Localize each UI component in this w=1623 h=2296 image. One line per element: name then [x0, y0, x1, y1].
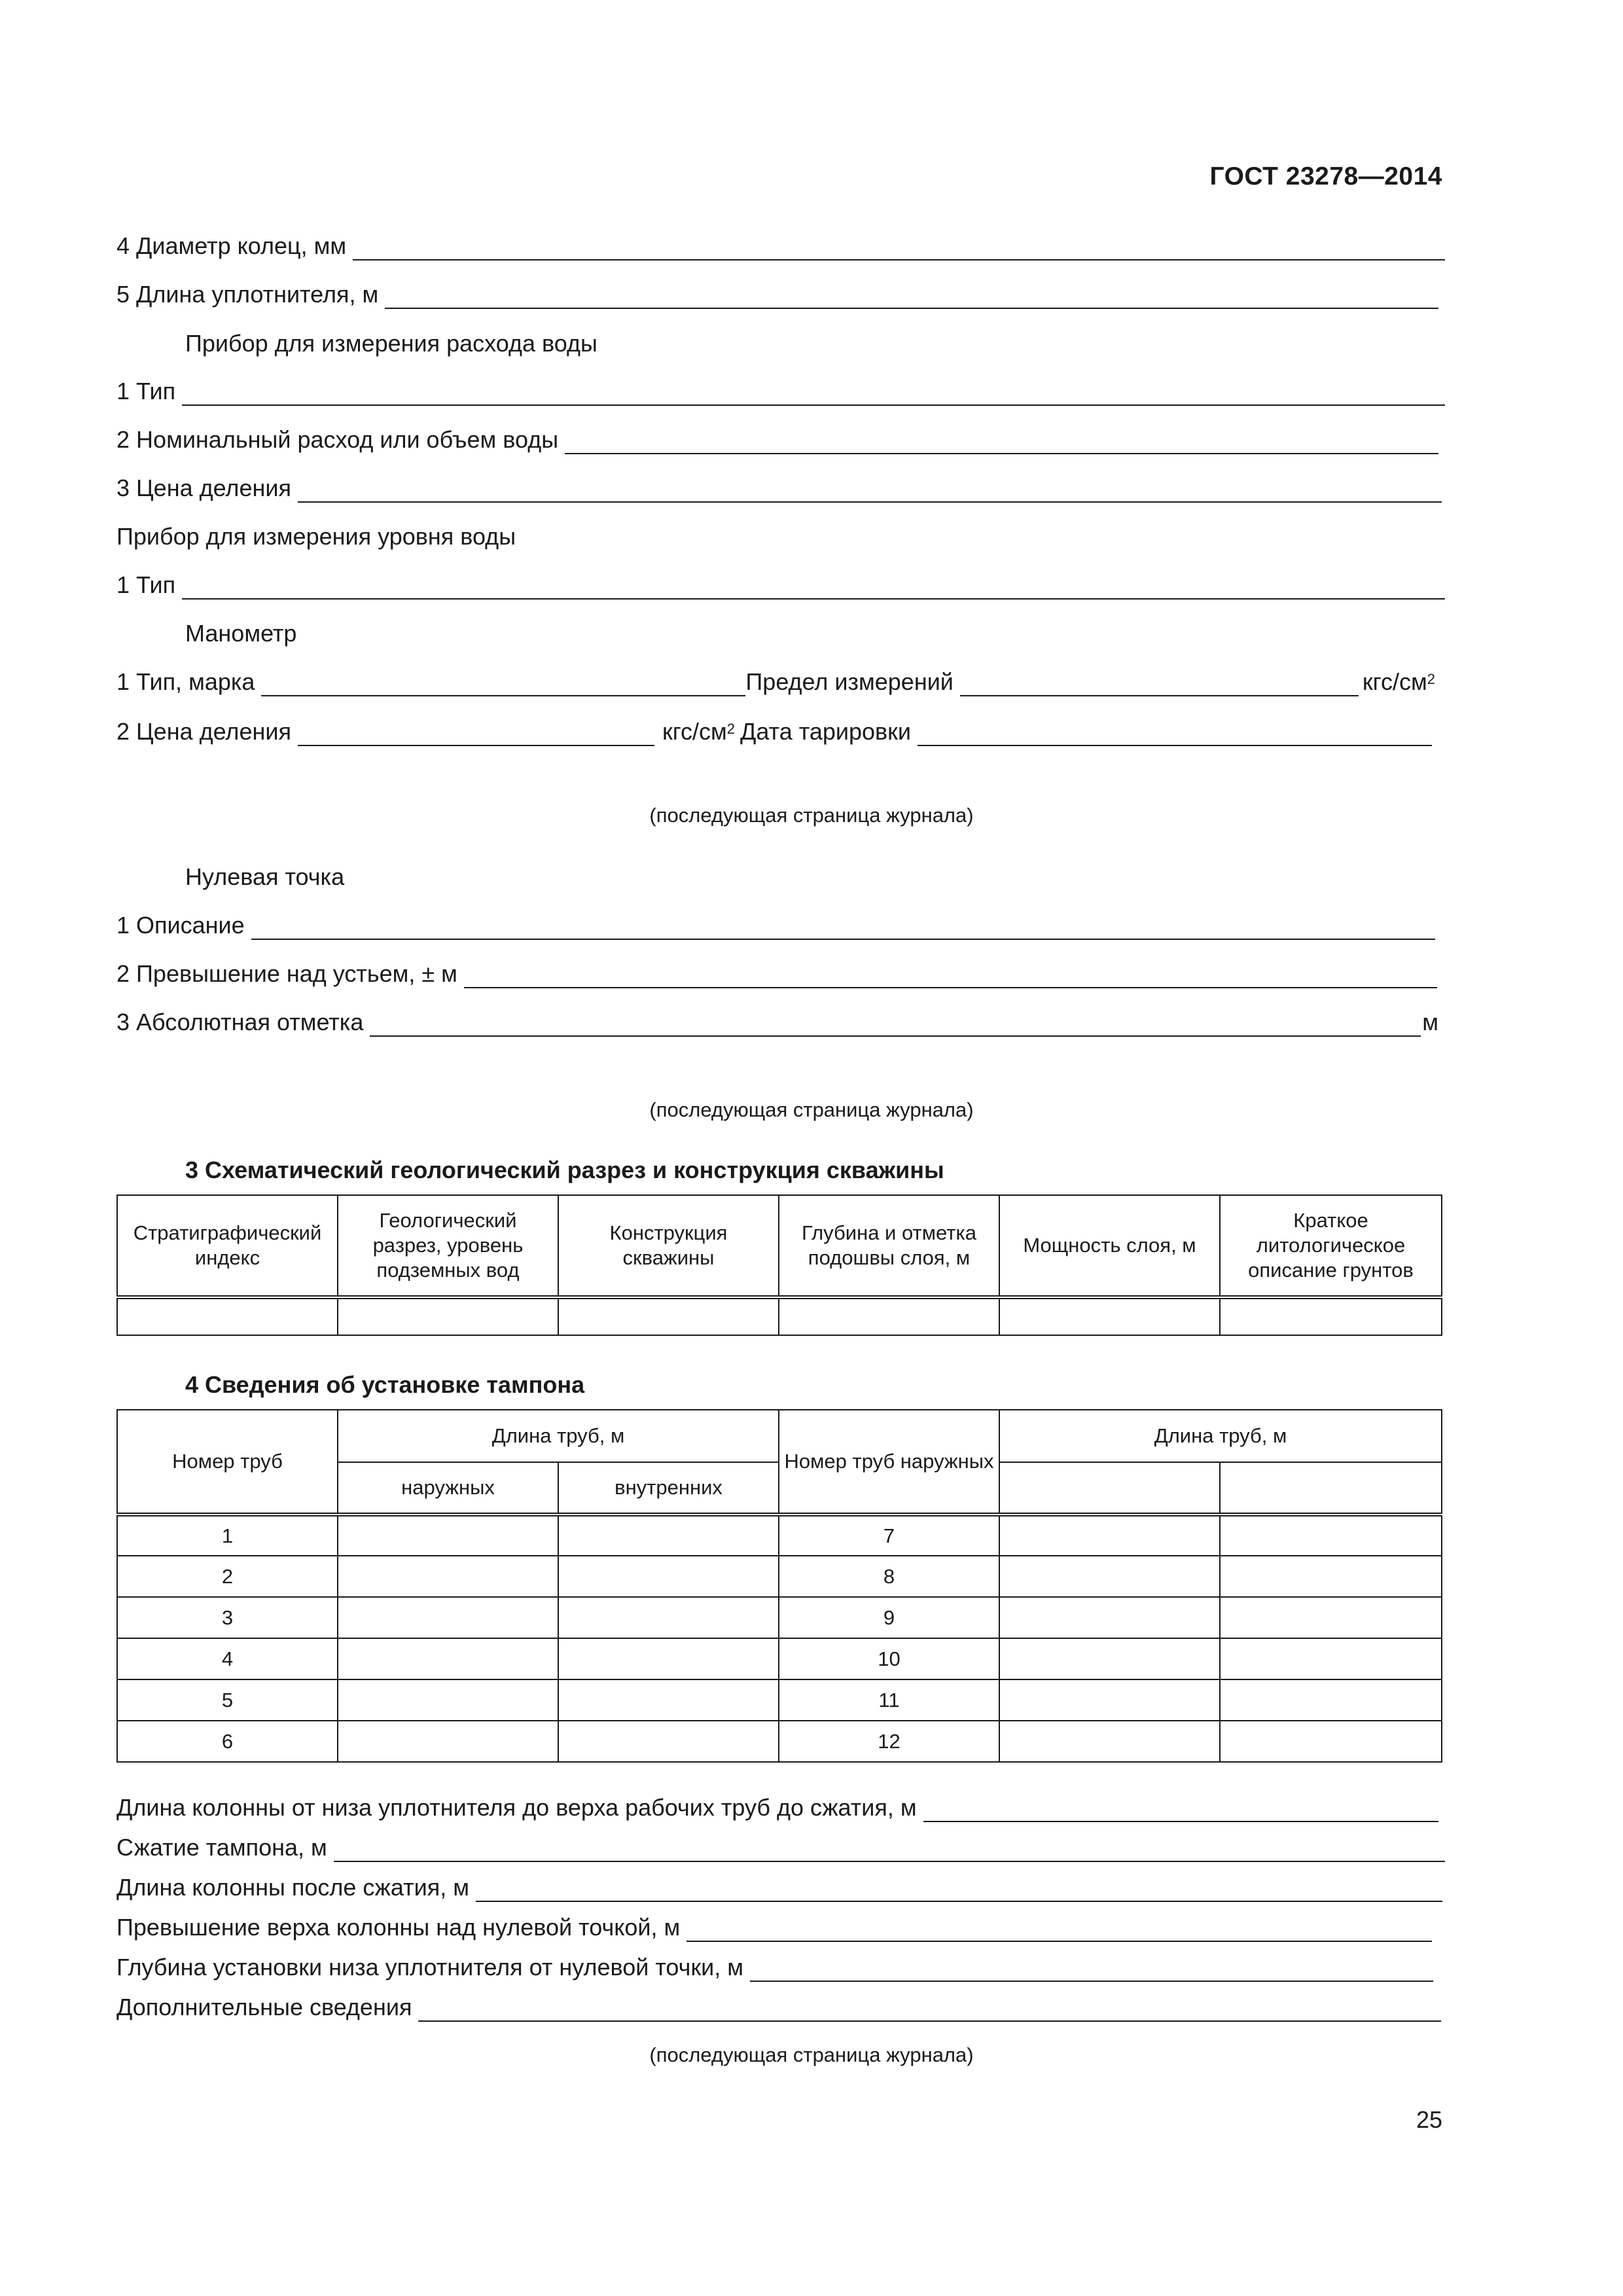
table-cell[interactable]: [117, 1297, 338, 1335]
blank-line[interactable]: [334, 1837, 1445, 1862]
table-cell[interactable]: [999, 1297, 1220, 1335]
table-cell[interactable]: [338, 1721, 558, 1762]
blank-line[interactable]: [923, 1797, 1438, 1822]
zero-point-description-field: [116, 911, 1435, 940]
table-cell[interactable]: [999, 1721, 1220, 1762]
pipe-number-cell: 11: [779, 1679, 999, 1721]
field-number: 2: [116, 718, 130, 745]
field-label: Дополнительные сведения: [116, 1994, 412, 2020]
table-cell[interactable]: [558, 1721, 779, 1762]
zero-point-elevation-field: [116, 960, 1437, 988]
header-layer-depth: Глубина и отметка подошвы слоя, м: [779, 1195, 999, 1297]
table-cell[interactable]: [999, 1679, 1220, 1721]
header-blank: [1220, 1462, 1442, 1515]
pipe-number-cell: 10: [779, 1638, 999, 1679]
field-label: Глубина установки низа уплотнителя от нулевой точки, м: [116, 1954, 744, 1981]
header-pipe-number: Номер труб: [117, 1410, 338, 1515]
section-3-title: 3 Схематический геологический разрез и конструкция скважины: [185, 1157, 944, 1183]
header-pipe-number-outer: Номер труб наружных: [779, 1410, 999, 1515]
blank-line[interactable]: [370, 1012, 1421, 1037]
table-cell[interactable]: [558, 1297, 779, 1335]
table-cell[interactable]: [1220, 1597, 1442, 1638]
table-row: [117, 1297, 1442, 1335]
field-number: 1: [116, 571, 130, 598]
field-label: Номинальный расход или объем воды: [136, 426, 559, 453]
blank-line[interactable]: [464, 963, 1437, 988]
table-cell[interactable]: [1220, 1679, 1442, 1721]
pipe-number-cell: 6: [117, 1721, 338, 1762]
field-number: 1: [116, 378, 130, 404]
pipe-number-cell: 8: [779, 1556, 999, 1597]
header-pipe-length: Длина труб, м: [338, 1410, 779, 1462]
tampon-table: [116, 1409, 1442, 1763]
table-cell[interactable]: [999, 1597, 1220, 1638]
table-row: [117, 1597, 1442, 1638]
blank-line[interactable]: [418, 1997, 1441, 2022]
table-row: [117, 1679, 1442, 1721]
table-row: [117, 1556, 1442, 1597]
manometer-type-field: [116, 668, 1435, 696]
table-cell[interactable]: [999, 1638, 1220, 1679]
field-label: Длина колонны от низа уплотнителя до верха рабочих труб до сжатия, м: [116, 1794, 917, 1821]
seal-length-field: [116, 280, 1438, 309]
flow-meter-volume-field: [116, 425, 1438, 454]
tampon-compression-field: [116, 1833, 1445, 1862]
field-number: 3: [116, 475, 130, 501]
field-number: 1: [116, 912, 130, 939]
field-label: Сжатие тампона, м: [116, 1834, 327, 1861]
level-meter-title: Прибор для измерения уровня воды: [116, 523, 516, 550]
column-length-after-field: [116, 1873, 1442, 1902]
table-cell[interactable]: [999, 1515, 1220, 1556]
field-label: Превышение верха колонны над нулевой точкой, м: [116, 1914, 681, 1941]
level-meter-type-field: [116, 571, 1445, 600]
field-label: Предел измерений: [745, 668, 954, 695]
table-header-row: [117, 1195, 1442, 1297]
table-cell[interactable]: [1220, 1721, 1442, 1762]
unit-label: кгс/$см^2$: [1362, 668, 1435, 695]
table-cell[interactable]: [558, 1515, 779, 1556]
table-cell[interactable]: [999, 1556, 1220, 1597]
manometer-title: Манометр: [185, 620, 297, 647]
page-note: (последующая страница журнала): [649, 2043, 974, 2066]
header-inner: внутренних: [558, 1462, 779, 1515]
pipe-number-cell: 7: [779, 1515, 999, 1556]
blank-line[interactable]: [261, 672, 745, 696]
blank-line[interactable]: [353, 236, 1445, 260]
page-number: 25: [1416, 2106, 1442, 2133]
header-blank: [999, 1462, 1220, 1515]
header-outer: наружных: [338, 1462, 558, 1515]
flow-meter-division-field: [116, 474, 1442, 503]
table-cell[interactable]: [338, 1556, 558, 1597]
field-label: Цена деления: [136, 475, 291, 501]
blank-line[interactable]: [298, 721, 654, 746]
blank-line[interactable]: [918, 721, 1432, 746]
unit-label: кгс/$см^2$: [662, 718, 736, 745]
table-cell[interactable]: [338, 1679, 558, 1721]
table-cell[interactable]: [558, 1556, 779, 1597]
column-top-excess-field: [116, 1913, 1432, 1942]
header-pipe-length-right: Длина труб, м: [999, 1410, 1442, 1462]
pipe-number-cell: 3: [117, 1597, 338, 1638]
field-label: Длина уплотнителя, м: [136, 281, 379, 308]
blank-line[interactable]: [385, 284, 1438, 309]
flow-meter-title: Прибор для измерения расхода воды: [185, 330, 597, 357]
table-row: [117, 1638, 1442, 1679]
table-cell[interactable]: [779, 1297, 999, 1335]
blank-line[interactable]: [251, 915, 1435, 940]
header-layer-thickness: Мощность слоя, м: [999, 1195, 1220, 1297]
blank-line[interactable]: [476, 1877, 1442, 1902]
header-geologic-section: Геологический разрез, уровень подземных вод: [338, 1195, 558, 1297]
table-cell[interactable]: [1220, 1556, 1442, 1597]
pipe-number-cell: 1: [117, 1515, 338, 1556]
table-cell[interactable]: [558, 1638, 779, 1679]
field-number: 2: [116, 960, 130, 987]
column-length-before-field: [116, 1793, 1438, 1822]
blank-line[interactable]: [750, 1957, 1433, 1982]
table-row: [117, 1515, 1442, 1556]
field-label: Цена деления: [136, 718, 291, 745]
blank-line[interactable]: [960, 672, 1359, 696]
field-label: Описание: [136, 912, 245, 939]
field-label: Диаметр колец, мм: [136, 232, 347, 259]
zero-point-title: Нулевая точка: [185, 863, 345, 890]
zero-point-absolute-field: [116, 1008, 1438, 1037]
field-label: Тип: [136, 378, 176, 404]
table-cell[interactable]: [338, 1515, 558, 1556]
ring-diameter-field: [116, 232, 1445, 260]
table-cell[interactable]: [558, 1597, 779, 1638]
blank-line[interactable]: [182, 381, 1445, 406]
table-row: [117, 1721, 1442, 1762]
field-label: Дата тарировки: [740, 718, 912, 745]
header-well-construction: Конструкция скважины: [558, 1195, 779, 1297]
pipe-number-cell: 5: [117, 1679, 338, 1721]
field-number: 5: [116, 281, 130, 308]
header-lithology: Краткое литологическое описание грунтов: [1220, 1195, 1442, 1297]
table-cell[interactable]: [1220, 1297, 1442, 1335]
field-number: 4: [116, 232, 130, 259]
table-cell[interactable]: [558, 1679, 779, 1721]
table-cell[interactable]: [338, 1297, 558, 1335]
header-stratigraphic-index: Стратиграфический индекс: [117, 1195, 338, 1297]
pipe-number-cell: 4: [117, 1638, 338, 1679]
field-label: Тип: [136, 571, 176, 598]
blank-line[interactable]: [687, 1917, 1432, 1942]
field-number: 3: [116, 1009, 130, 1035]
table-header-row: [117, 1410, 1442, 1462]
blank-line[interactable]: [182, 575, 1445, 600]
unit-label: м: [1422, 1009, 1438, 1035]
table-cell[interactable]: [338, 1638, 558, 1679]
flow-meter-type-field: [116, 377, 1445, 406]
table-cell[interactable]: [1220, 1515, 1442, 1556]
page-note: (последующая страница журнала): [649, 804, 974, 827]
blank-line[interactable]: [298, 478, 1442, 503]
table-cell[interactable]: [1220, 1638, 1442, 1679]
page-note: (последующая страница журнала): [649, 1098, 974, 1121]
field-label: Абсолютная отметка: [136, 1009, 364, 1035]
table-cell[interactable]: [338, 1597, 558, 1638]
field-number: 2: [116, 426, 130, 453]
additional-info-field: [116, 1993, 1441, 2022]
blank-line[interactable]: [565, 429, 1438, 454]
section-4-title: 4 Сведения об установке тампона: [185, 1371, 585, 1398]
manometer-division-field: [116, 717, 1432, 746]
pipe-number-cell: 9: [779, 1597, 999, 1638]
seal-depth-field: [116, 1953, 1433, 1982]
field-label: Длина колонны после сжатия, м: [116, 1874, 469, 1901]
field-label: Превышение над устьем, ± м: [136, 960, 457, 987]
pipe-number-cell: 12: [779, 1721, 999, 1762]
standard-code: ГОСТ 23278—2014: [1209, 162, 1442, 190]
pipe-number-cell: 2: [117, 1556, 338, 1597]
field-label: Тип, марка: [136, 668, 255, 695]
field-number: 1: [116, 668, 130, 695]
geology-table: [116, 1194, 1442, 1336]
